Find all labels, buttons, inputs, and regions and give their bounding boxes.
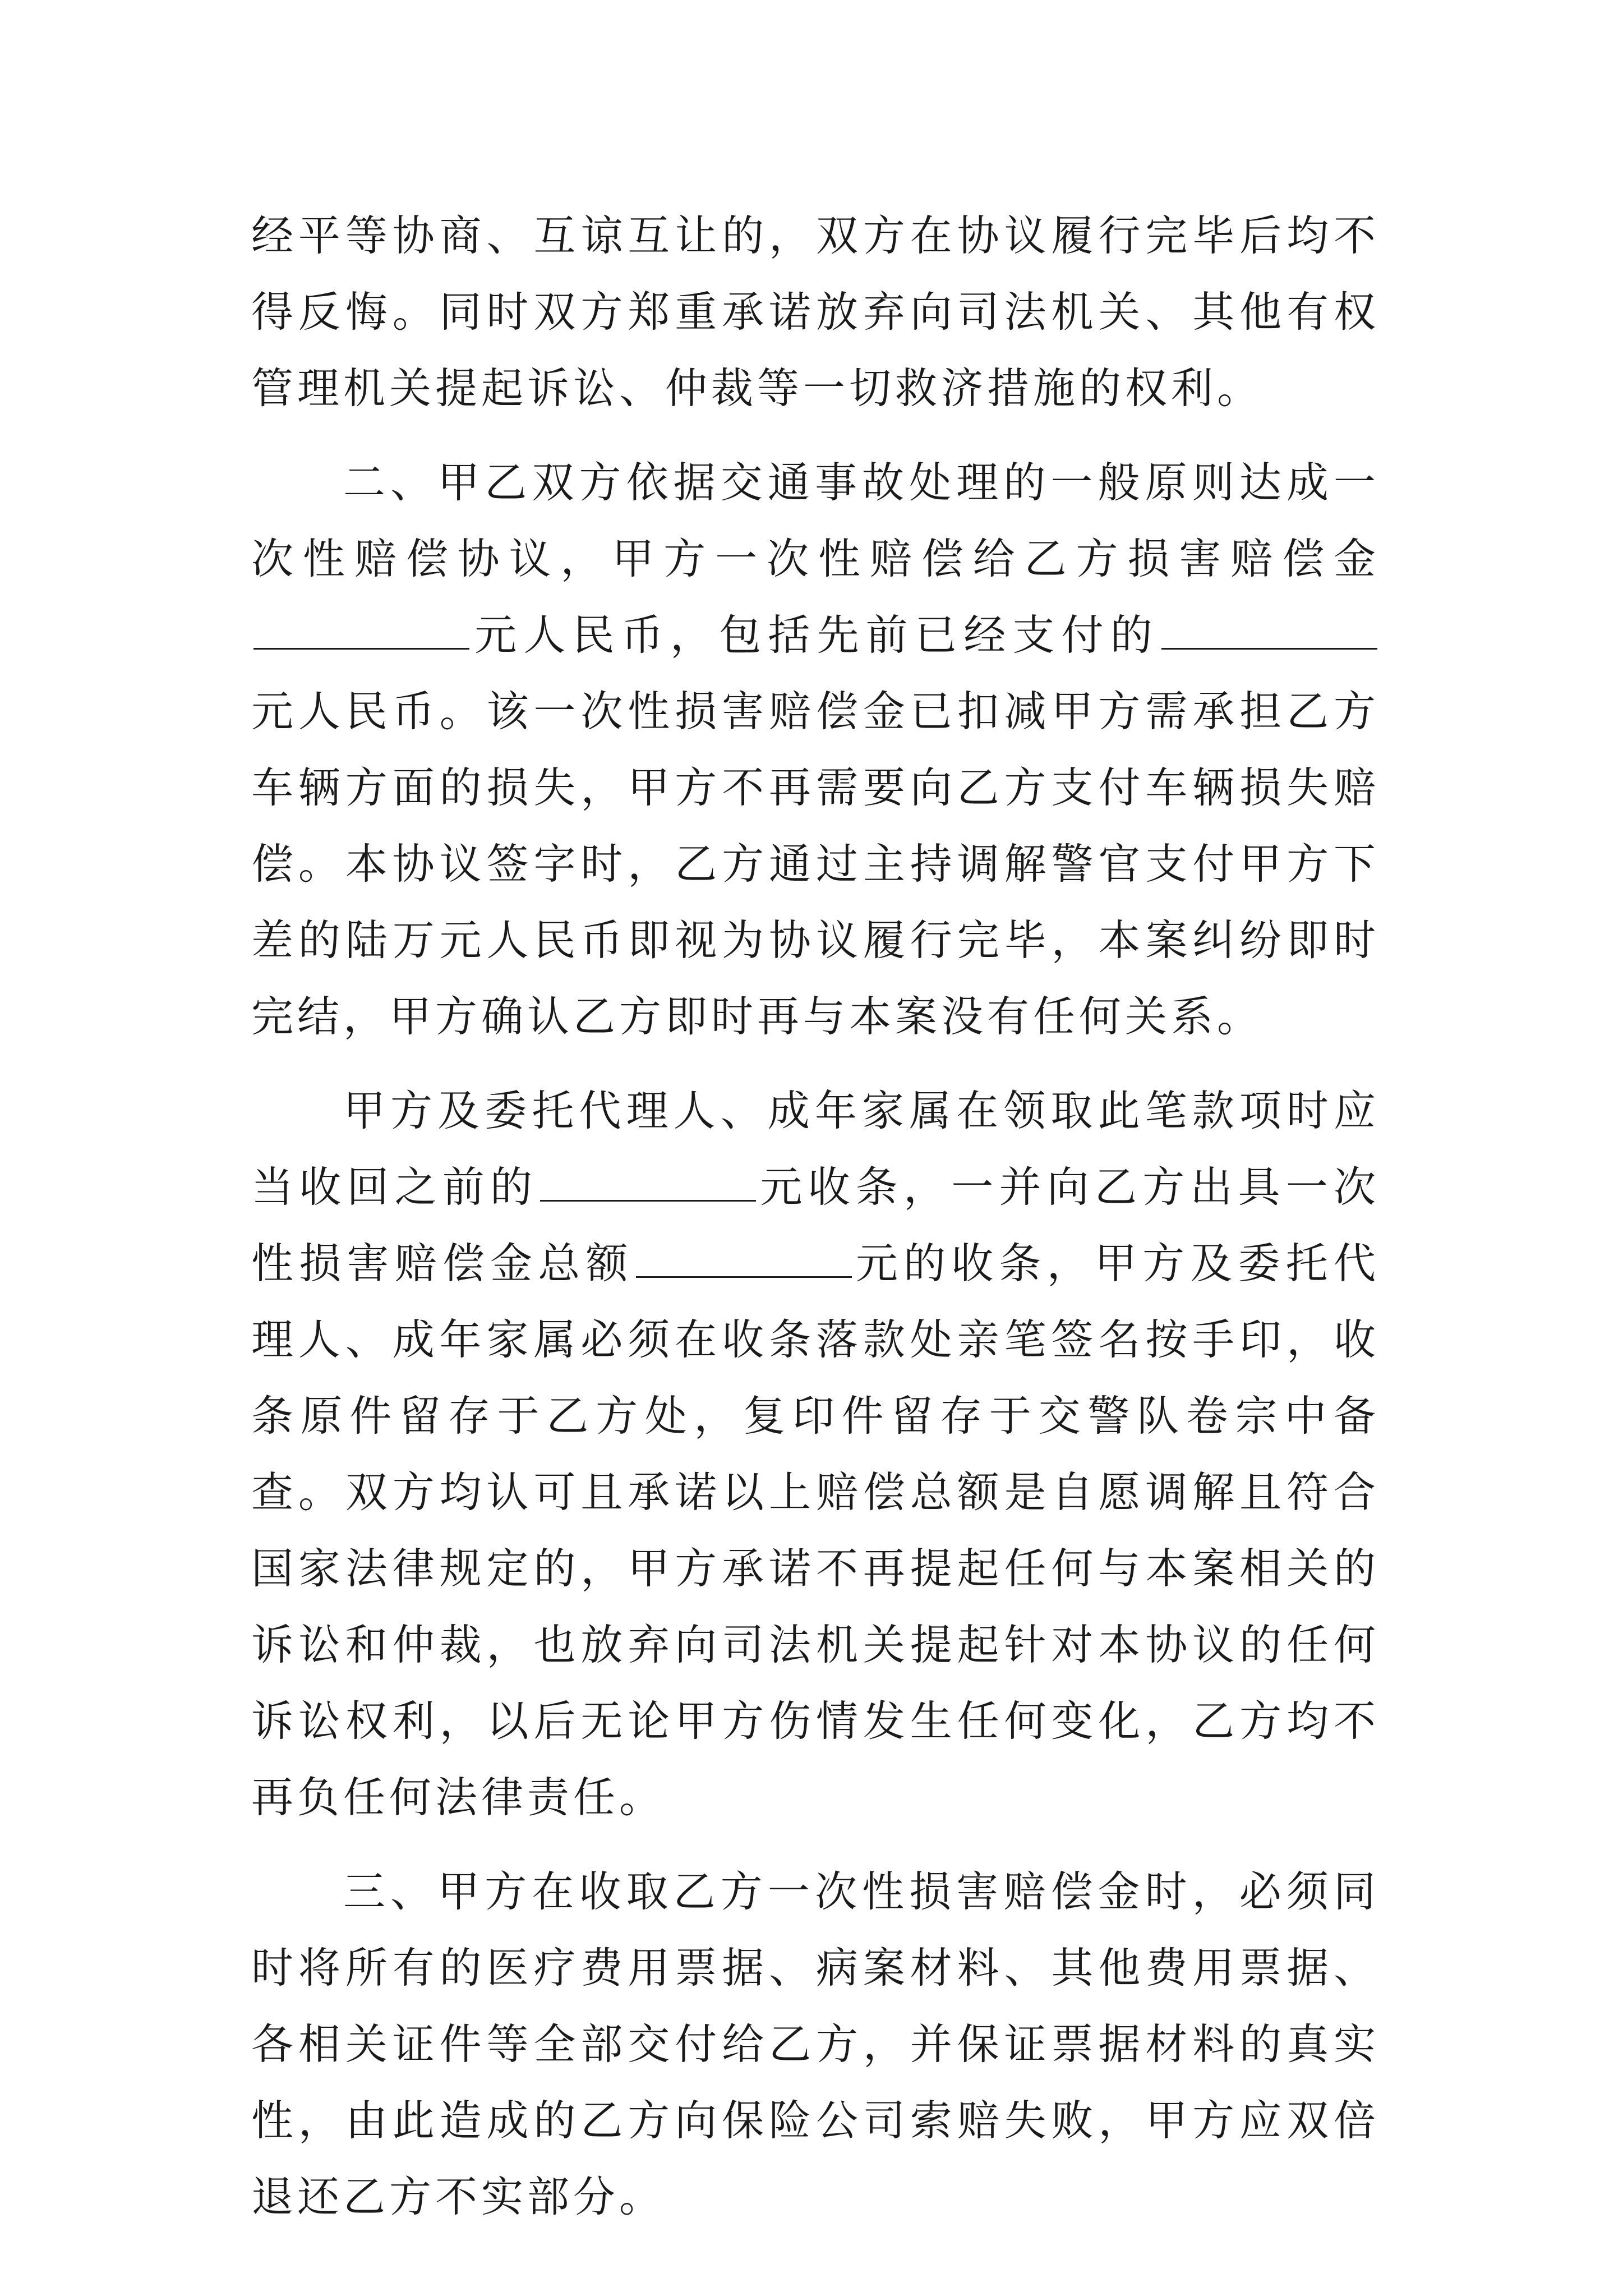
paragraph-text: 二、甲乙双方依据交通事故处理的一般原则达成一次性赔偿协议，甲方一次性赔偿给乙方损害赔偿金 <box>251 458 1380 583</box>
paragraph-text: 经平等协商、互谅互让的，双方在协议履行完毕后均不得反悔。同时双方郑重承诺放弃向司法机关、其他有权管理机关提起诉讼、仲裁等一切救济措施的权利。 <box>251 211 1380 413</box>
amount-blank-total-receipt <box>636 1241 852 1278</box>
paragraph-text: 元人民币。该一次性损害赔偿金已扣减甲方需承担乙方车辆方面的损失，甲方不再需要向乙方支付车辆损失赔偿。本协议签字时，乙方通过主持调解警官支付甲方下差的陆万元人民币即视为协议履行完毕，本案纠纷即时完结，甲方确认乙方即时再与本案没有任何关系。 <box>251 687 1380 1041</box>
paragraph-clause-two <box>251 444 1380 1055</box>
paragraph-text: 元的收条，甲方及委托代理人、成年家属必须在收条落款处亲笔签名按手印，收条原件留存于乙方处，复印件留存于交警队卷宗中备查。双方均认可且承诺以上赔偿总额是自愿调解且符合国家法律规定的，甲方承诺不再提起任何与本案相关的诉讼和仲裁，也放弃向司法机关提起针对本协议的任何诉讼权利，以后无论甲方伤情发生任何变化，乙方均不再负任何法律责任。 <box>251 1239 1380 1822</box>
paragraph-text: 甲方及委托代理人、成年家属在领取此笔款项时应当收回之前的 <box>251 1086 1380 1212</box>
paragraph-text: 三、甲方在收取乙方一次性损害赔偿金时，必须同时将所有的医疗费用票据、病案材料、其他费用票据、各相关证件等全部交付给乙方，并保证票据材料的真实性，由此造成的乙方向保险公司索赔失败，甲方应双倍退还乙方不实部分。 <box>251 1867 1380 2221</box>
paragraph-text: 元人民币，包括先前已经支付的 <box>472 610 1159 660</box>
document-body <box>251 197 1380 2235</box>
paragraph-clause-three <box>251 1853 1380 2235</box>
paragraph-receipt-terms <box>251 1073 1380 1835</box>
amount-blank-prepaid <box>1161 613 1377 650</box>
amount-blank-previous-receipt <box>540 1165 756 1202</box>
paragraph-text: 元收条，一并向乙方出具一次性损害赔偿金总额 <box>251 1162 1380 1288</box>
amount-blank-total-compensation <box>253 613 469 650</box>
paragraph-waiver-tail <box>251 197 1380 426</box>
